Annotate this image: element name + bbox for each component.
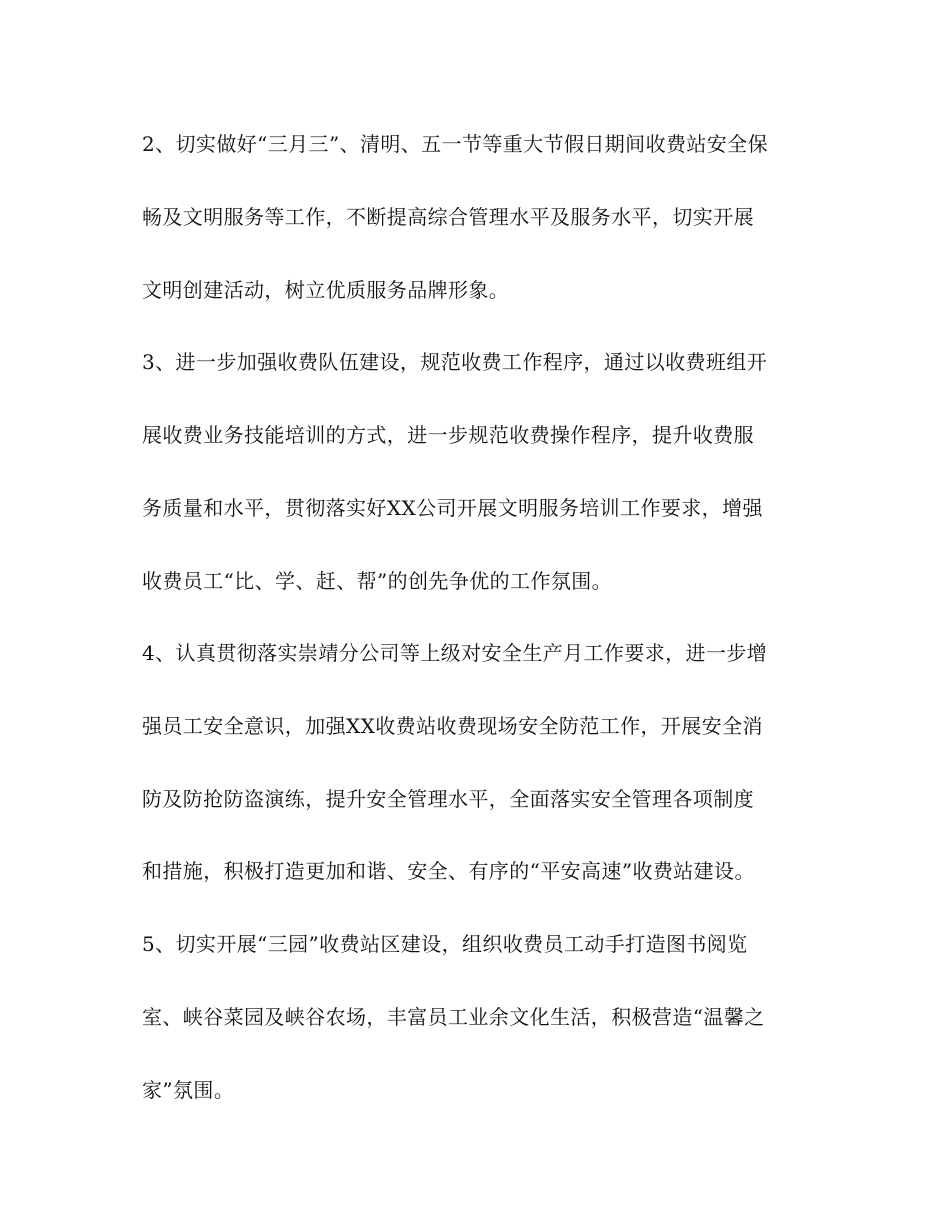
text-line: 5、切实开展“三园”收费站区建设，组织收费员工动手打造图书阅览 bbox=[142, 932, 748, 956]
text-line: 畅及文明服务等工作，不断提高综合管理水平及服务水平，切实开展 bbox=[142, 205, 754, 229]
text-line: 室、峡谷菜园及峡谷农场，丰富员工业余文化生活，积极营造“温馨之 bbox=[142, 1005, 765, 1029]
text-line: 家”氛围。 bbox=[142, 1078, 235, 1102]
text-line: 防及防抢防盗演练，提升安全管理水平，全面落实安全管理各项制度 bbox=[142, 787, 754, 811]
text-line: 2、切实做好“三月三”、清明、五一节等重大节假日期间收费站安全保 bbox=[142, 132, 768, 156]
text-line: 文明创建活动，树立优质服务品牌形象。 bbox=[142, 278, 510, 302]
text-line: 收费员工“比、学、赶、帮”的创先争优的工作氛围。 bbox=[142, 569, 613, 593]
text-line: 4、认真贯彻落实崇靖分公司等上级对安全生产月工作要求，进一步增 bbox=[142, 641, 768, 665]
text-line: 展收费业务技能培训的方式，进一步规范收费操作程序，提升收费服 bbox=[142, 423, 754, 447]
text-line: 3、进一步加强收费队伍建设，规范收费工作程序，通过以收费班组开 bbox=[142, 350, 768, 374]
text-line: 和措施，积极打造更加和谐、安全、有序的“平安高速”收费站建设。 bbox=[142, 859, 755, 883]
text-line: 务质量和水平，贯彻落实好XX公司开展文明服务培训工作要求，增强 bbox=[142, 496, 763, 520]
text-line: 强员工安全意识，加强XX收费站收费现场安全防范工作，开展安全消 bbox=[142, 714, 763, 738]
